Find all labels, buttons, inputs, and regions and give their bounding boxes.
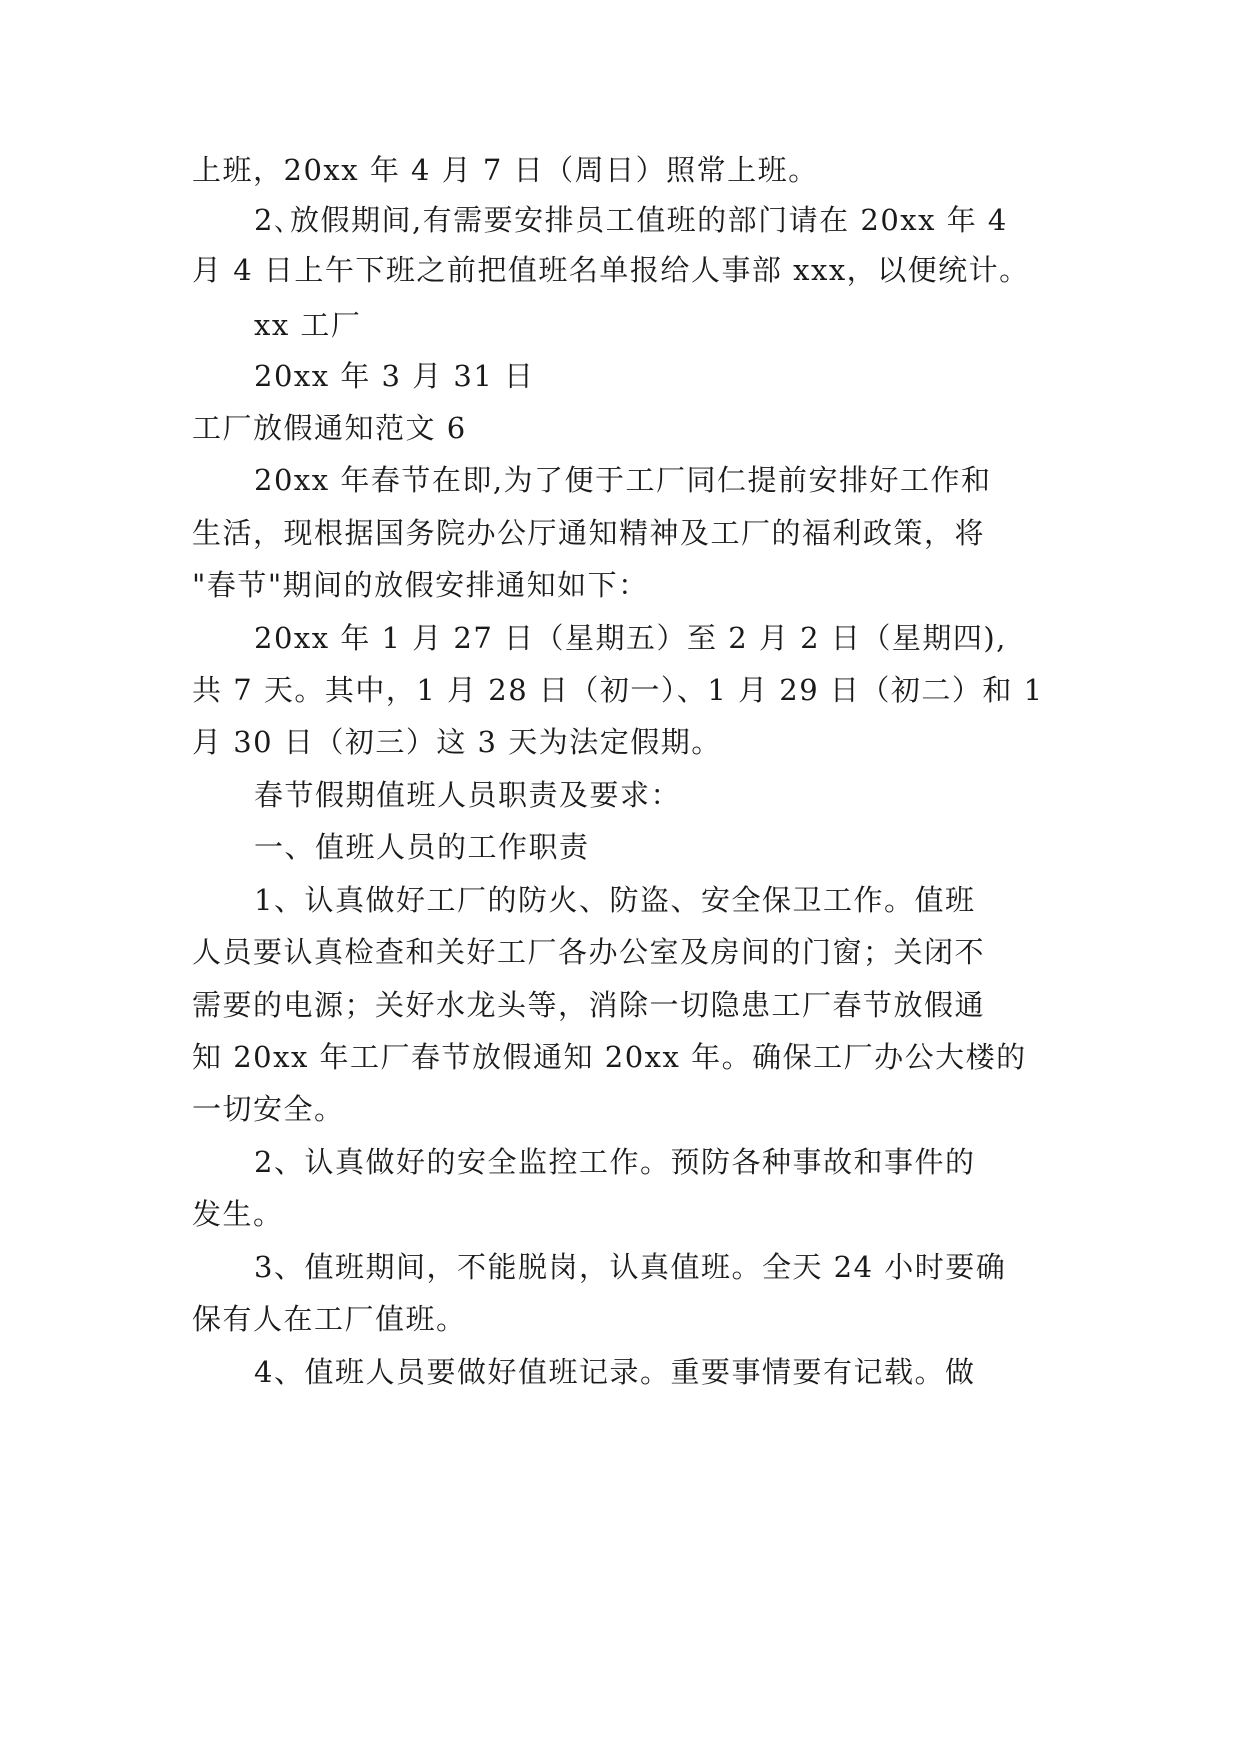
text-line: 20xx 年春节在即,为了便于工厂同仁提前安排好工作和 bbox=[254, 463, 992, 497]
text-line: 春节假期值班人员职责及要求： bbox=[254, 778, 682, 812]
text-line: 生活，现根据国务院办公厅通知精神及工厂的福利政策，将 bbox=[192, 516, 986, 550]
text-line: 月 4 日上午下班之前把值班名单报给人事部 xxx，以便统计。 bbox=[192, 253, 1030, 287]
text-line: 4、值班人员要做好值班记录。重要事情要有记载。做 bbox=[254, 1355, 976, 1389]
subheading: 一、值班人员的工作职责 bbox=[254, 830, 590, 864]
section-title: 工厂放假通知范文 6 bbox=[192, 411, 467, 445]
signature-company: xx 工厂 bbox=[254, 308, 362, 342]
text-line: 发生。 bbox=[192, 1197, 284, 1231]
text-line: 需要的电源；关好水龙头等，消除一切隐患工厂春节放假通 bbox=[192, 988, 986, 1022]
text-line: 一切安全。 bbox=[192, 1092, 345, 1126]
text-line: 20xx 年 1 月 27 日（星期五）至 2 月 2 日（星期四), bbox=[254, 621, 1007, 655]
text-line: 共 7 天。其中，1 月 28 日（初一）、1 月 29 日（初二）和 1 bbox=[192, 673, 1044, 707]
text-line: 知 20xx 年工厂春节放假通知 20xx 年。确保工厂办公大楼的 bbox=[192, 1040, 1027, 1074]
text-line: 3、值班期间，不能脱岗，认真值班。全天 24 小时要确 bbox=[254, 1250, 1007, 1284]
text-line: 月 30 日（初三）这 3 天为法定假期。 bbox=[192, 725, 722, 759]
text-line: 上班，20xx 年 4 月 7 日（周日）照常上班。 bbox=[192, 153, 819, 187]
text-line: 2、认真做好的安全监控工作。预防各种事故和事件的 bbox=[254, 1145, 976, 1179]
text-line: 1、认真做好工厂的防火、防盗、安全保卫工作。值班 bbox=[254, 883, 976, 917]
signature-date: 20xx 年 3 月 31 日 bbox=[254, 359, 535, 393]
text-line: 人员要认真检查和关好工厂各办公室及房间的门窗；关闭不 bbox=[192, 935, 986, 969]
text-line: 保有人在工厂值班。 bbox=[192, 1302, 467, 1336]
text-line: "春节"期间的放假安排通知如下： bbox=[192, 568, 649, 602]
text-line: 2､放假期间,有需要安排员工值班的部门请在 20xx 年 4 bbox=[254, 203, 1008, 237]
